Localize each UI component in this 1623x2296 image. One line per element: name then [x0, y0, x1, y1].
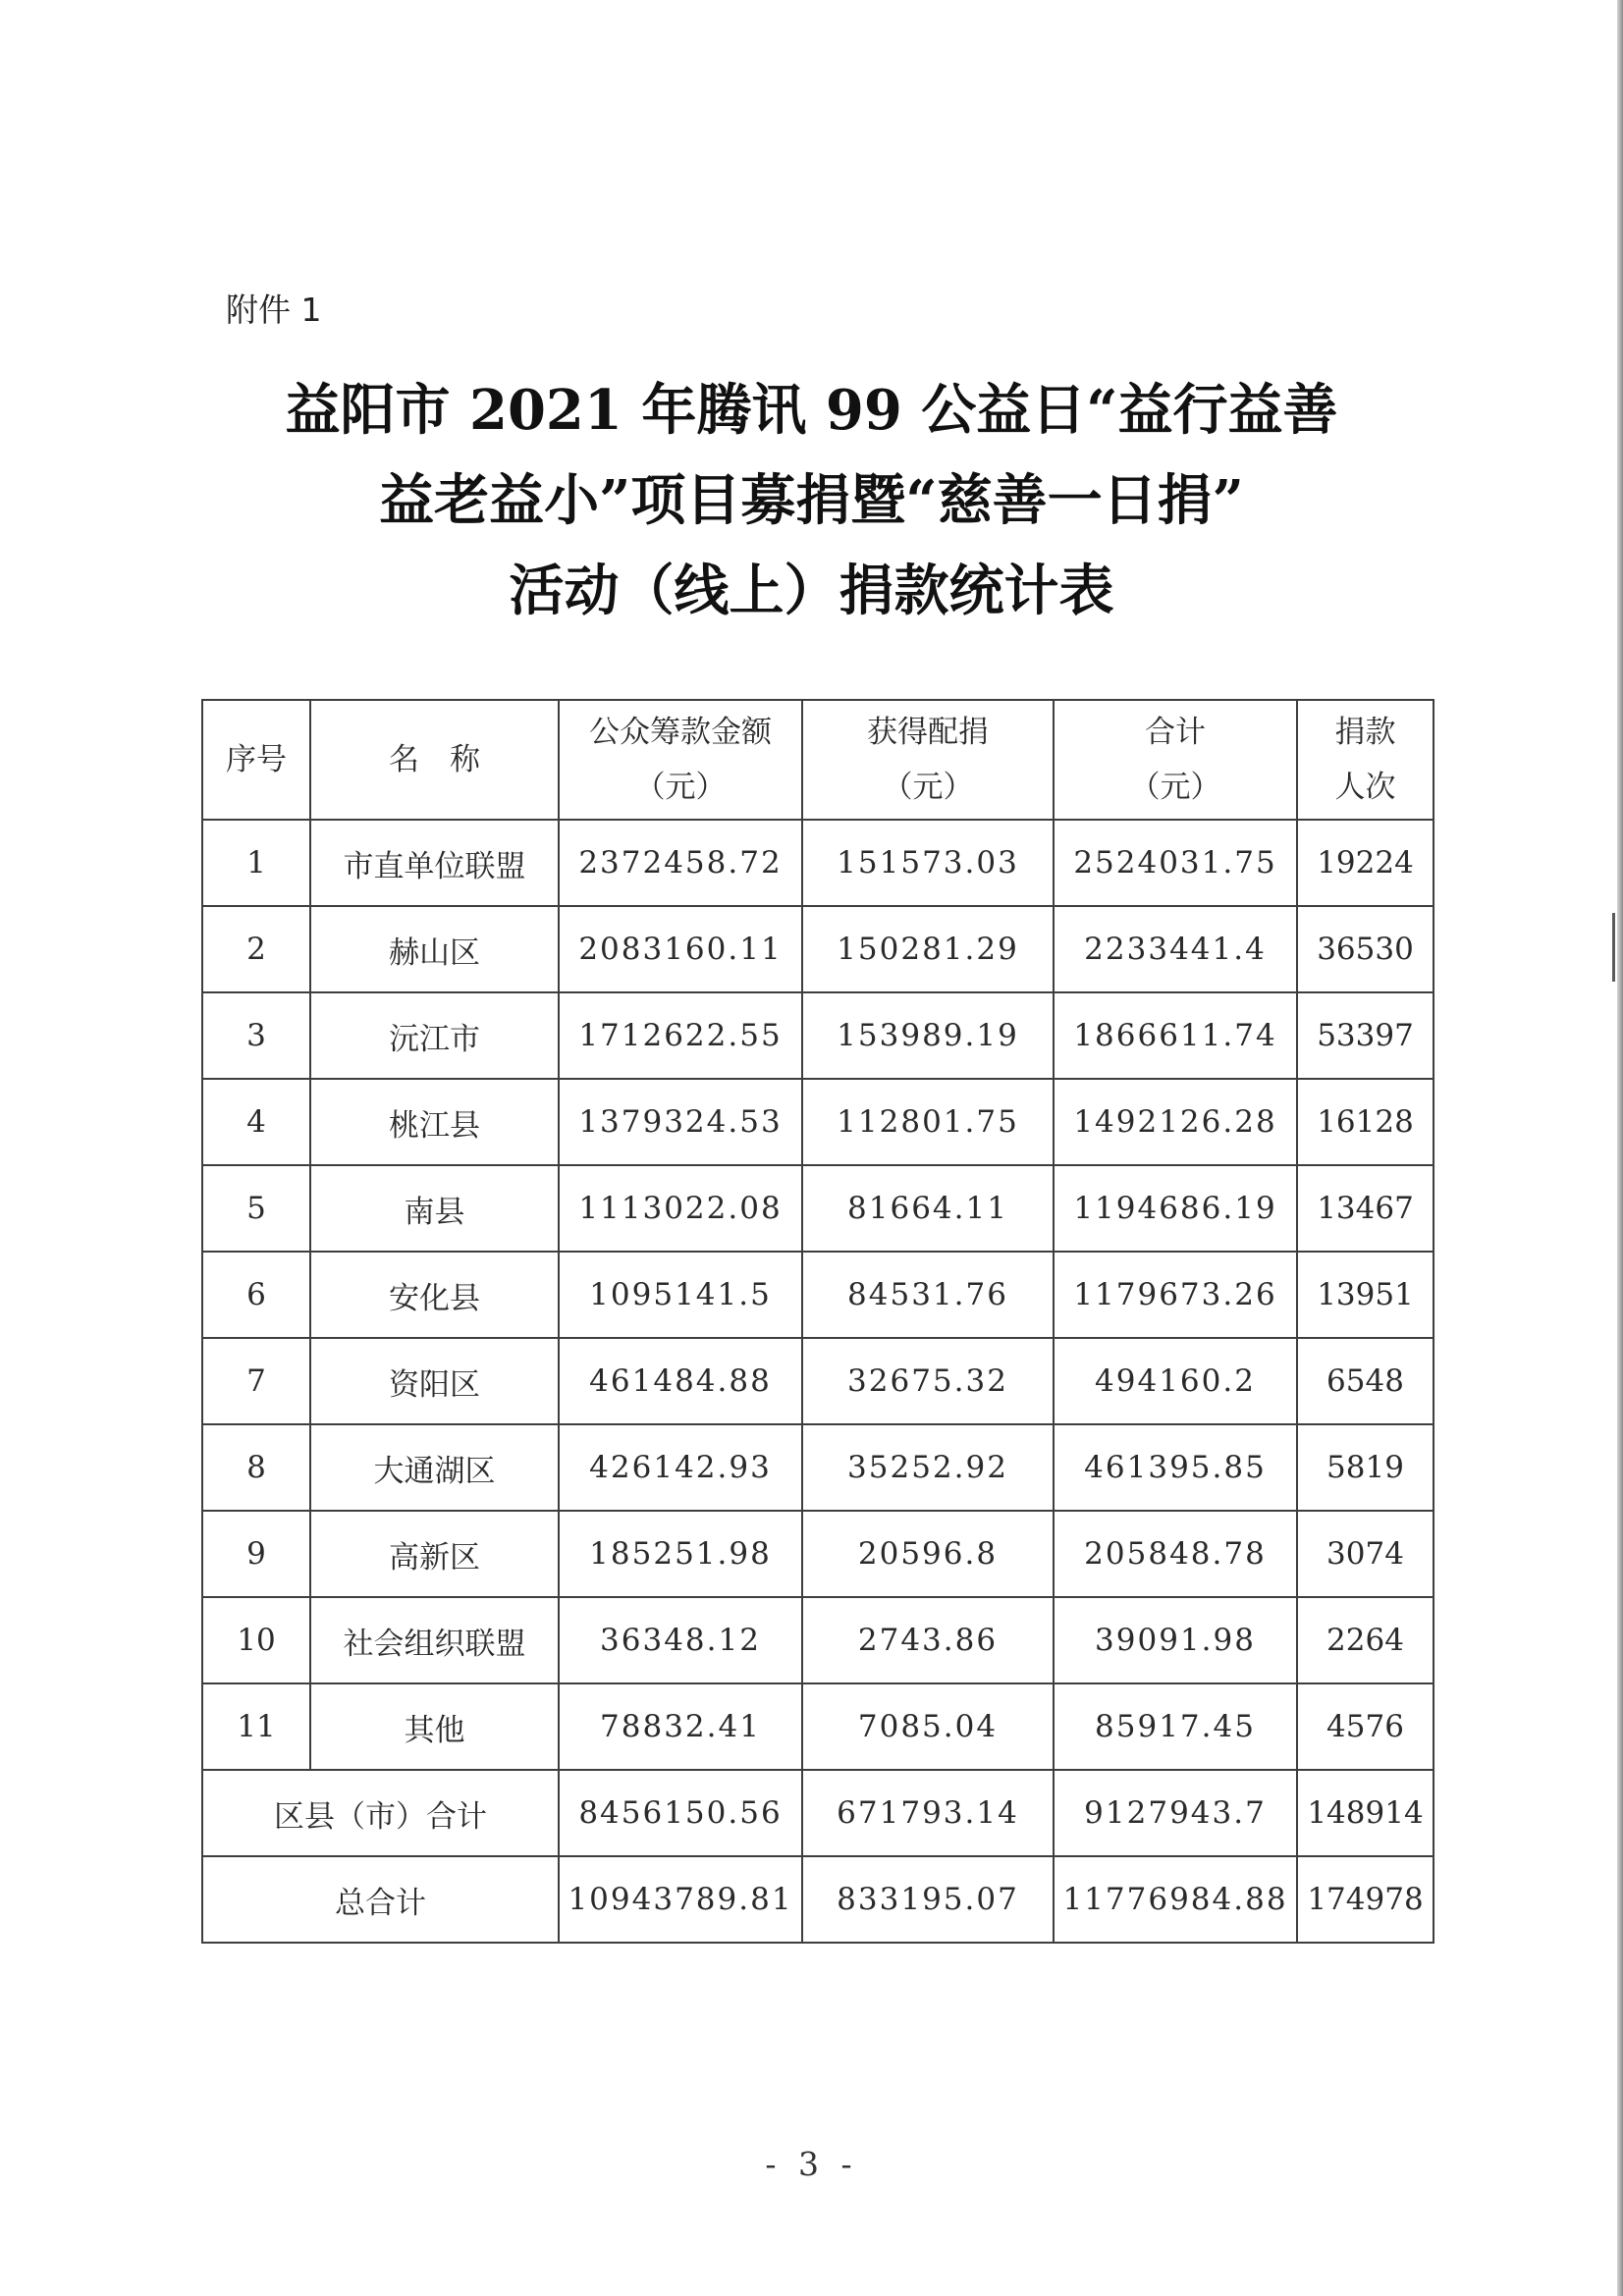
subtotal-donors: 148914 — [1297, 1770, 1434, 1856]
cell-total: 205848.78 — [1054, 1511, 1297, 1597]
cell-public: 78832.41 — [559, 1683, 802, 1770]
cell-donors: 4576 — [1297, 1683, 1434, 1770]
cell-public: 426142.93 — [559, 1424, 802, 1511]
cell-match: 112801.75 — [802, 1079, 1054, 1165]
cell-name: 市直单位联盟 — [310, 820, 559, 906]
header-cell: 名 称 — [310, 700, 559, 820]
header-cell: 捐款 人次 — [1297, 700, 1434, 820]
cell-match: 7085.04 — [802, 1683, 1054, 1770]
header-cell: 合计 （元） — [1054, 700, 1297, 820]
cell-total: 1179673.26 — [1054, 1252, 1297, 1338]
cell-total: 1492126.28 — [1054, 1079, 1297, 1165]
cell-no: 2 — [202, 906, 310, 992]
cell-donors: 13951 — [1297, 1252, 1434, 1338]
cell-donors: 13467 — [1297, 1165, 1434, 1252]
cell-donors: 16128 — [1297, 1079, 1434, 1165]
cell-donors: 36530 — [1297, 906, 1434, 992]
cell-no: 7 — [202, 1338, 310, 1424]
grand-total-donors: 174978 — [1297, 1856, 1434, 1943]
table-row — [202, 1338, 1434, 1424]
edge-mark — [1612, 913, 1615, 982]
table-row — [202, 1252, 1434, 1338]
cell-public: 461484.88 — [559, 1338, 802, 1424]
subtotal-public: 8456150.56 — [559, 1770, 802, 1856]
header-cell: 获得配捐 （元） — [802, 700, 1054, 820]
cell-no: 9 — [202, 1511, 310, 1597]
table-row — [202, 820, 1434, 906]
title-line-3: 活动（线上）捐款统计表 — [509, 559, 1114, 623]
cell-match: 151573.03 — [802, 820, 1054, 906]
cell-donors: 5819 — [1297, 1424, 1434, 1511]
cell-name: 其他 — [310, 1683, 559, 1770]
table-header-row — [202, 700, 1434, 820]
cell-donors: 2264 — [1297, 1597, 1434, 1683]
cell-total: 2524031.75 — [1054, 820, 1297, 906]
cell-name: 大通湖区 — [310, 1424, 559, 1511]
donation-table — [201, 699, 1434, 1944]
cell-donors: 53397 — [1297, 992, 1434, 1079]
cell-public: 1379324.53 — [559, 1079, 802, 1165]
page-edge — [1617, 0, 1623, 2296]
cell-name: 资阳区 — [310, 1338, 559, 1424]
table-row — [202, 1424, 1434, 1511]
cell-match: 150281.29 — [802, 906, 1054, 992]
cell-public: 2083160.11 — [559, 906, 802, 992]
table-row — [202, 1597, 1434, 1683]
cell-name: 社会组织联盟 — [310, 1597, 559, 1683]
grand-total-match: 833195.07 — [802, 1856, 1054, 1943]
header-cell: 公众筹款金额 （元） — [559, 700, 802, 820]
table-row — [202, 1511, 1434, 1597]
cell-donors: 19224 — [1297, 820, 1434, 906]
cell-match: 153989.19 — [802, 992, 1054, 1079]
header-cell: 序号 — [202, 700, 310, 820]
cell-donors: 6548 — [1297, 1338, 1434, 1424]
cell-no: 8 — [202, 1424, 310, 1511]
cell-total: 85917.45 — [1054, 1683, 1297, 1770]
cell-public: 185251.98 — [559, 1511, 802, 1597]
grand-total-label: 总合计 — [202, 1856, 559, 1943]
subtotal-row — [202, 1770, 1434, 1856]
cell-total: 2233441.4 — [1054, 906, 1297, 992]
page-number: - 3 - — [765, 2145, 858, 2183]
table-row — [202, 1079, 1434, 1165]
cell-match: 32675.32 — [802, 1338, 1054, 1424]
table-row — [202, 992, 1434, 1079]
subtotal-total: 9127943.7 — [1054, 1770, 1297, 1856]
table-row — [202, 906, 1434, 992]
subtotal-match: 671793.14 — [802, 1770, 1054, 1856]
title-line-1: 益阳市 2021 年腾讯 99 公益日“益行益善 — [285, 378, 1338, 443]
cell-total: 1866611.74 — [1054, 992, 1297, 1079]
cell-no: 11 — [202, 1683, 310, 1770]
cell-name: 桃江县 — [310, 1079, 559, 1165]
cell-no: 4 — [202, 1079, 310, 1165]
cell-donors: 3074 — [1297, 1511, 1434, 1597]
cell-match: 20596.8 — [802, 1511, 1054, 1597]
document-title — [0, 365, 1623, 636]
cell-public: 1712622.55 — [559, 992, 802, 1079]
cell-public: 1113022.08 — [559, 1165, 802, 1252]
grand-total-public: 10943789.81 — [559, 1856, 802, 1943]
grand-total-row — [202, 1856, 1434, 1943]
cell-no: 5 — [202, 1165, 310, 1252]
table-body — [202, 820, 1434, 1770]
cell-match: 2743.86 — [802, 1597, 1054, 1683]
table-row — [202, 1683, 1434, 1770]
cell-public: 2372458.72 — [559, 820, 802, 906]
cell-match: 35252.92 — [802, 1424, 1054, 1511]
grand-total-total: 11776984.88 — [1054, 1856, 1297, 1943]
cell-total: 1194686.19 — [1054, 1165, 1297, 1252]
cell-total: 39091.98 — [1054, 1597, 1297, 1683]
cell-no: 1 — [202, 820, 310, 906]
subtotal-label: 区县（市）合计 — [202, 1770, 559, 1856]
table-row — [202, 1165, 1434, 1252]
cell-name: 赫山区 — [310, 906, 559, 992]
attachment-label: 附件 1 — [226, 291, 322, 329]
cell-no: 3 — [202, 992, 310, 1079]
cell-name: 沅江市 — [310, 992, 559, 1079]
cell-no: 10 — [202, 1597, 310, 1683]
cell-name: 南县 — [310, 1165, 559, 1252]
cell-public: 36348.12 — [559, 1597, 802, 1683]
cell-match: 81664.11 — [802, 1165, 1054, 1252]
cell-match: 84531.76 — [802, 1252, 1054, 1338]
cell-no: 6 — [202, 1252, 310, 1338]
cell-name: 安化县 — [310, 1252, 559, 1338]
cell-public: 1095141.5 — [559, 1252, 802, 1338]
title-line-2: 益老益小”项目募捐暨“慈善一日捐” — [379, 468, 1244, 533]
cell-total: 494160.2 — [1054, 1338, 1297, 1424]
cell-total: 461395.85 — [1054, 1424, 1297, 1511]
cell-name: 高新区 — [310, 1511, 559, 1597]
